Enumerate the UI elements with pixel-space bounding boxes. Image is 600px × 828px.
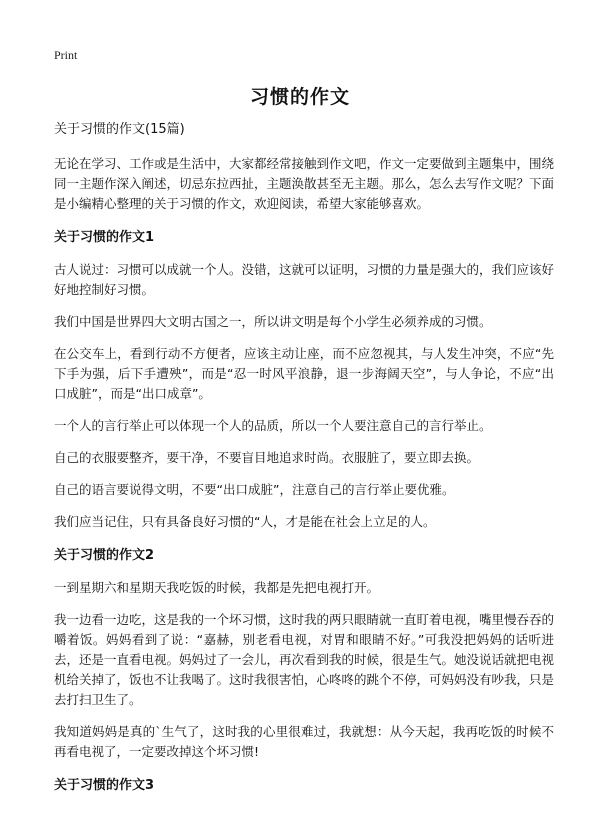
section-heading-3: 关于习惯的作文3 [54,778,155,793]
section-heading-1: 关于习惯的作文1 [54,230,155,245]
section-1-paragraph: 一个人的言行举止可以体现一个人的品质，所以一个人要注意自己的言行举止。 [54,418,492,433]
section-1-paragraph: 我们应当记住，只有具备良好习惯的“人，才是能在社会上立足的人。 [54,514,436,529]
section-1-paragraph: 在公交车上，看到行动不方便者，应该主动让座，而不应忽视其，与人发生冲突，不应“先下手为强，后下手遭殃”，而是“忍一时风平浪静，退一步海阔天空”，与人争论，不应“出口成脏”，而是“出口成章”。 [54,346,554,401]
section-1-paragraph: 古人说过：习惯可以成就一个人。没错，这就可以证明，习惯的力量是强大的，我们应该好好地控制好习惯。 [54,262,555,297]
page-title: 习惯的作文 [249,86,350,108]
section-1-paragraph: 我们中国是世界四大文明古国之一，所以讲文明是每个小学生必须养成的习惯。 [54,314,492,329]
intro-paragraph: 无论在学习、工作或是生活中，大家都经常接触到作文吧，作文一定要做到主题集中，围绕同一主题作深入阐述，切忌东拉西扯，主题涣散甚至无主题。那么，怎么去写作文呢？下面是小编精心整理的关于习惯的作文，欢迎阅读，希望大家能够喜欢。 [54,156,555,211]
print-link[interactable]: Print [54,48,78,62]
section-2-paragraph: 一到星期六和星期天我吃饭的时候，我都是先把电视打开。 [54,580,380,595]
section-2-paragraph: 我一边看一边吃，这是我的一个坏习惯，这时我的两只眼睛就一直盯着电视，嘴里慢吞吞的嚼着饭。妈妈看到了说：“嘉赫，别老看电视，对胃和眼睛不好。”可我没把妈妈的话听进去，还是一直看电视。妈妈过了一会儿，再次看到我的时候，很是生气。她没说话就把电视机给关掉了，饭也不让我喝了。这时我很害怕，心咚咚的跳个不停，可妈妈没有吵我，只是去打扫卫生了。 [54,612,555,707]
section-heading-2: 关于习惯的作文2 [54,548,155,563]
article-body [54,120,554,808]
section-2-paragraph: 我知道妈妈是真的`生气了，这时我的心里很难过，我就想：从今天起，我再吃饭的时候不再看电视了，一定要改掉这个坏习惯! [54,724,554,759]
article-subtitle: 关于习惯的作文(15篇) [54,122,185,137]
section-1-paragraph: 自己的衣服要整齐，要干净，不要盲目地追求时尚。衣服脏了，要立即去换。 [54,450,480,465]
section-1-paragraph: 自己的语言要说得文明，不要“出口成脏”，注意自己的言行举止要优雅。 [54,482,455,497]
